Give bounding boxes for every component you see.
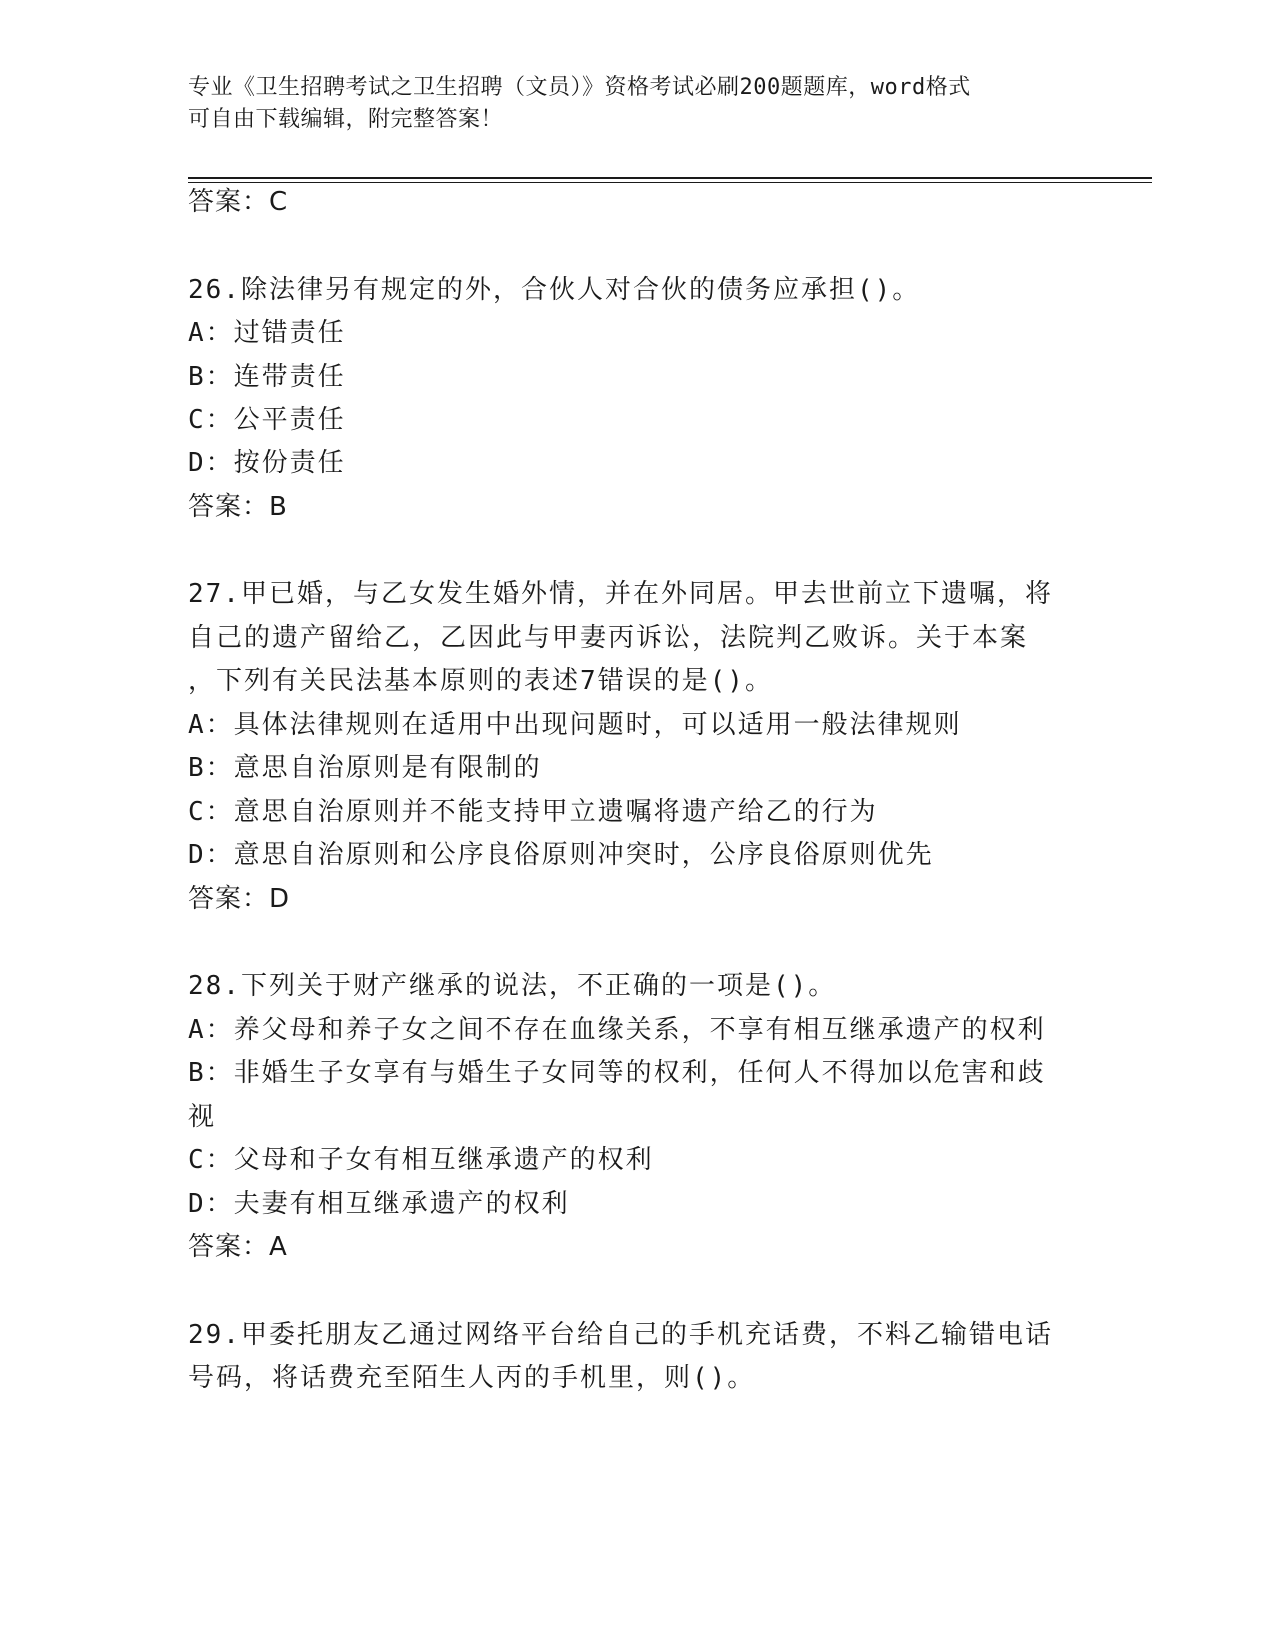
header-line-2: 可自由下载编辑，附完整答案！ [188, 107, 504, 132]
question-27-stem-line-2: 自己的遗产留给乙，乙因此与甲妻丙诉讼，法院判乙败诉。关于本案 [188, 623, 1029, 653]
question-26-option-d: D：按份责任 [188, 448, 346, 478]
question-26-option-a: A：过错责任 [188, 318, 346, 348]
header-divider-thin [188, 182, 1152, 183]
question-26-option-b: B：连带责任 [188, 362, 346, 392]
header-divider-thick [188, 177, 1152, 179]
question-28-stem: 28.下列关于财产继承的说法，不正确的一项是()。 [188, 971, 837, 1001]
question-26-option-c: C：公平责任 [188, 405, 346, 435]
question-27-stem-line-3: ，下列有关民法基本原则的表述7错误的是()。 [188, 666, 773, 696]
answer-25: 答案：C [188, 187, 289, 217]
question-27-option-b: B：意思自治原则是有限制的 [188, 753, 542, 783]
document-header [188, 72, 1068, 136]
question-28-option-b-line-2: 视 [188, 1102, 217, 1132]
question-28-option-a: A：养父母和养子女之间不存在血缘关系，不享有相互继承遗产的权利 [188, 1015, 1046, 1045]
question-27-option-c: C：意思自治原则并不能支持甲立遗嘱将遗产给乙的行为 [188, 797, 878, 827]
answer-28: 答案：A [188, 1232, 288, 1262]
question-27-stem-line-1: 27.甲已婚，与乙女发生婚外情，并在外同居。甲去世前立下遗嘱，将 [188, 579, 1053, 609]
header-line-1: 专业《卫生招聘考试之卫生招聘（文员）》资格考试必刷200题题库，word格式 [188, 75, 971, 100]
question-28-option-c: C：父母和子女有相互继承遗产的权利 [188, 1145, 654, 1175]
question-28-option-b-line-1: B：非婚生子女享有与婚生子女同等的权利，任何人不得加以危害和歧 [188, 1058, 1046, 1088]
question-27-option-d: D：意思自治原则和公序良俗原则冲突时，公序良俗原则优先 [188, 840, 934, 870]
question-26-stem: 26.除法律另有规定的外，合伙人对合伙的债务应承担()。 [188, 275, 921, 305]
answer-27: 答案：D [188, 884, 291, 914]
answer-26: 答案：B [188, 492, 288, 522]
question-27-option-a: A：具体法律规则在适用中出现问题时，可以适用一般法律规则 [188, 710, 962, 740]
question-29-stem-line-1: 29.甲委托朋友乙通过网络平台给自己的手机充话费，不料乙输错电话 [188, 1320, 1053, 1350]
question-29-stem-line-2: 号码，将话费充至陌生人丙的手机里，则()。 [188, 1363, 756, 1393]
question-28-option-d: D：夫妻有相互继承遗产的权利 [188, 1189, 570, 1219]
